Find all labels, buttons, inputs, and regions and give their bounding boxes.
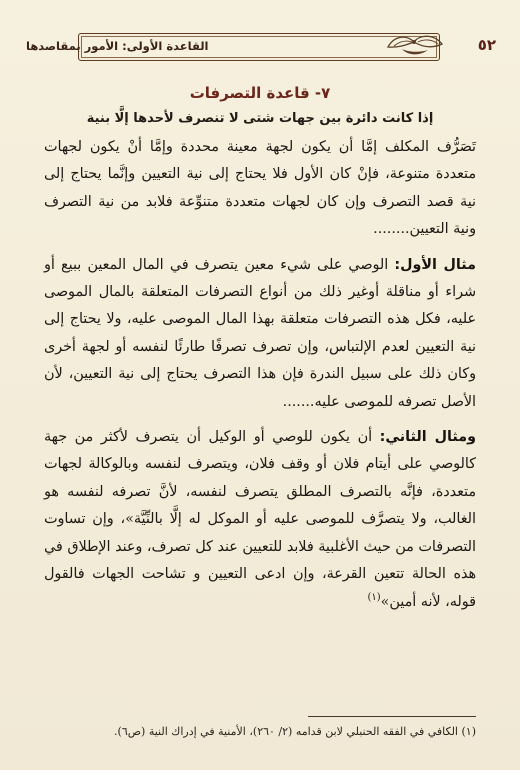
page-number: ٥٢	[477, 36, 496, 54]
example-one-text: الوصي على شيء معين يتصرف في المال المعين ببيع أو شراء أو مناقلة أوغير ذلك من أنواع التصرفات المتعلقة بالمال الموصى عليه، فكل هذه التصرفات متعلقة بهذا المال الموصى عليه، ولا يحتاج إلى نية التعيين لعدم الإلتباس، وإن تصرف تصرفًا طارئًا لنفسه أو لجهة أخرى وكان ذلك على سبيل الندرة فإن هذا التصرف يحتاج إلى نية التعيين، لأن الأصل تصرفه للموصى عليه.......	[44, 256, 476, 410]
floral-ornament-icon	[384, 30, 446, 62]
paragraph-example-two	[44, 424, 476, 616]
example-two-text: أن يكون للوصي أو الوكيل أن يتصرف لأكثر من جهة كالوصي على أيتام فلان أو وقف فلان، ويتصرف لنفسه وبالوكالة لجهات متعددة، فإنَّه بالتصرف المطلق يتصرف لنفسه، لأنَّ تصرفه لنفسه هو الغالب، ولا يتصرَّف للموصى عليه أو الموكل له إلَّا بالنِّيَّة»، وإن تساوت التصرفات من حيث الأغلبية فلابد للتعيين عند كل تصرف، وعند الإطلاق في هذه الحالة تتعين القرعة، وإن ادعى التعيين و تشاحت الجهات فالقول قوله، لأنه أمين»	[44, 429, 476, 610]
footnote: (١) الكافي في الفقه الحنبلي لابن قدامه (٢/ ٢٦٠)، الأمنية في إدراك النية (ص٦).	[114, 725, 476, 738]
paragraph-example-one	[44, 252, 476, 416]
footnote-reference: (١)	[367, 591, 381, 603]
running-title: القاعدة الأولى: الأمور بمقاصدها	[26, 39, 209, 53]
body-text	[44, 134, 476, 624]
example-two-heading: ومثال الثاني:	[379, 429, 476, 446]
section-title: ٧- قاعدة التصرفات	[189, 84, 331, 102]
example-one-heading: مثال الأول:	[394, 256, 476, 273]
rule-statement: إذا كانت دائرة بين جهات شتى لا تنصرف لأحدها إلَّا بنية	[86, 111, 434, 126]
page-header	[16, 30, 502, 64]
footnote-divider	[308, 716, 476, 717]
paragraph-intro: تَصَرُّف المكلف إمَّا أن يكون لجهة معينة محددة وإمَّا أنْ يكون لجهات متعددة متنوعة، فإنْ كان الأول فلا يحتاج إلى نية التعيين وإنَّما يحتاج إلى نية قصد التصرف وإن كان لجهات متعددة متنوِّعة فلابد من نية التصرف ونية التعيين........	[44, 139, 476, 238]
